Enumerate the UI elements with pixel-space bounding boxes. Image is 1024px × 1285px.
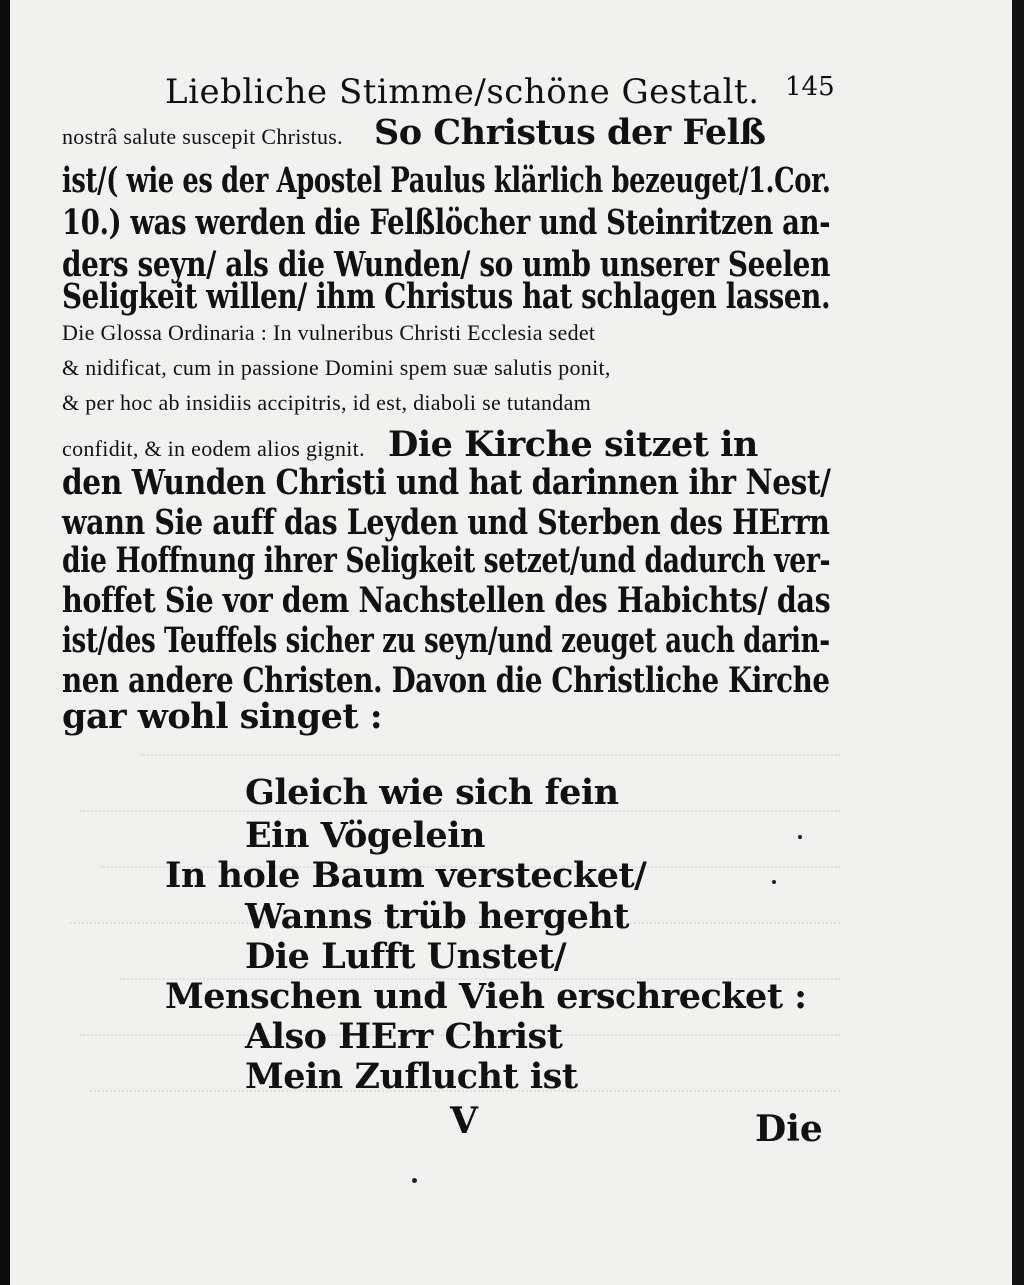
page-number: 145 <box>785 72 835 102</box>
scan-border-right <box>1012 0 1024 1285</box>
verse-line: Also HErr Christ <box>245 1016 563 1057</box>
ink-speck <box>798 835 802 839</box>
text-line: nen andere Christen. Davon die Christliche Kirche <box>62 660 830 701</box>
text-line <box>62 112 766 153</box>
text-line: ist/( wie es der Apostel Paulus klärlich bezeuget/1.Cor. <box>62 160 831 201</box>
text-line: Die Glossa Ordinaria : In vulneribus Christi Ecclesia sedet <box>62 320 596 345</box>
text-line: & per hoc ab insidiis accipitris, id est, diaboli se tutandam <box>62 390 592 415</box>
scan-border-left <box>0 0 10 1285</box>
verse-line: Die Lufft Unstet/ <box>245 936 567 977</box>
ink-speck <box>412 1178 417 1183</box>
text-line: 10.) was werden die Felßlöcher und Steinritzen an- <box>62 202 831 243</box>
fraktur-text: Die Kirche sitzet in <box>387 424 758 465</box>
text-line: gar wohl singet : <box>62 696 383 737</box>
catchword: Die <box>755 1108 823 1150</box>
text-line: wann Sie auff das Leyden und Sterben des HErrn <box>62 502 830 543</box>
text-line: Seligkeit willen/ ihm Christus hat schlagen lassen. <box>62 276 831 317</box>
text-line: die Hoffnung ihrer Seligkeit setzet/und dadurch ver- <box>62 540 831 581</box>
verse-line: Mein Zuflucht ist <box>245 1056 578 1097</box>
text-line: ist/des Teuffels sicher zu seyn/und zeuget auch darin- <box>62 620 830 661</box>
latin-text: nostrâ salute suscepit Christus. <box>62 124 343 149</box>
verse-line: Gleich wie sich fein <box>245 772 619 813</box>
ink-speck <box>772 880 776 884</box>
verse-line: Menschen und Vieh erschrecket : <box>165 976 807 1017</box>
verse-line: Ein Vögelein <box>245 815 485 856</box>
text-line: hoffet Sie vor dem Nachstellen des Habichts/ das <box>62 580 831 621</box>
verse-line: Wanns trüb hergeht <box>245 896 629 937</box>
text-line: den Wunden Christi und hat darinnen ihr Nest/ <box>62 462 831 503</box>
latin-text: confidit, & in eodem alios gignit. <box>62 436 365 461</box>
text-line <box>62 424 758 465</box>
text-line: ders seyn/ als die Wunden/ so umb unserer Seelen <box>62 244 831 285</box>
verse-line: In hole Baum verstecket/ <box>165 855 647 896</box>
running-title: Liebliche Stimme/schöne Gestalt. <box>165 72 760 112</box>
signature-mark: V <box>450 1100 478 1142</box>
fraktur-text: So Christus der Felß <box>374 112 766 153</box>
text-line: & nidificat, cum in passione Domini spem suæ salutis ponit, <box>62 355 611 380</box>
